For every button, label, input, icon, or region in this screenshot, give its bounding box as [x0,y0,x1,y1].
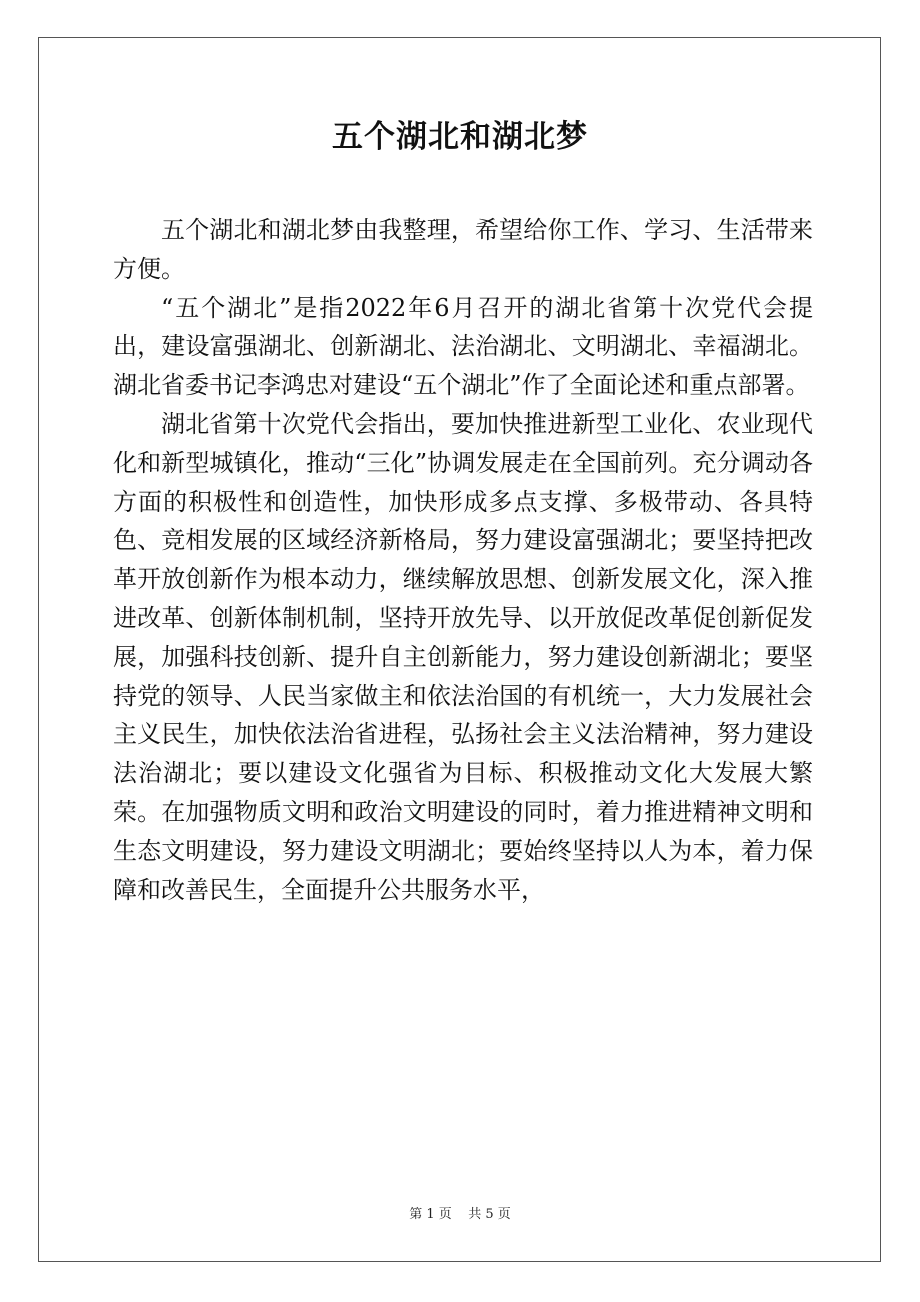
paragraph-intro: 五个湖北和湖北梦由我整理，希望给你工作、学习、生活带来方便。 [113,216,813,283]
page-footer [0,1205,920,1225]
page-number: 第 1 页 共 5 页 [409,1207,511,1222]
document-body [113,211,813,909]
paragraph-details: 湖北省第十次党代会指出，要加快推进新型工业化、农业现代化和新型城镇化，推动“三化”协调发展走在全国前列。充分调动各方面的积极性和创造性，加快形成多点支撑、多极带动、各具特色、竞相发展的区域经济新格局，努力建设富强湖北；要坚持把改革开放创新作为根本动力，继续解放思想、创新发展文化，深入推进改革、创新体制机制，坚持开放先导、以开放促改革促创新促发展，加强科技创新、提升自主创新能力，努力建设创新湖北；要坚持党的领导、人民当家做主和依法治国的有机统一，大力发展社会主义民生，加快依法治省进程，弘扬社会主义法治精神，努力建设法治湖北；要以建设文化强省为目标、积极推动文化大发展大繁荣。在加强物质文明和政治文明建设的同时，着力推进精神文明和生态文明建设，努力建设文明湖北；要始终坚持以人为本，着力保障和改善民生，全面提升公共服务水平， [113,409,813,904]
document-title: 五个湖北和湖北梦 [332,119,588,155]
paragraph-definition: “五个湖北”是指2022年6月召开的湖北省第十次党代会提出，建设富强湖北、创新湖北、法治湖北、文明湖北、幸福湖北。湖北省委书记李鸿忠对建设“五个湖北”作了全面论述和重点部署。 [113,293,813,400]
